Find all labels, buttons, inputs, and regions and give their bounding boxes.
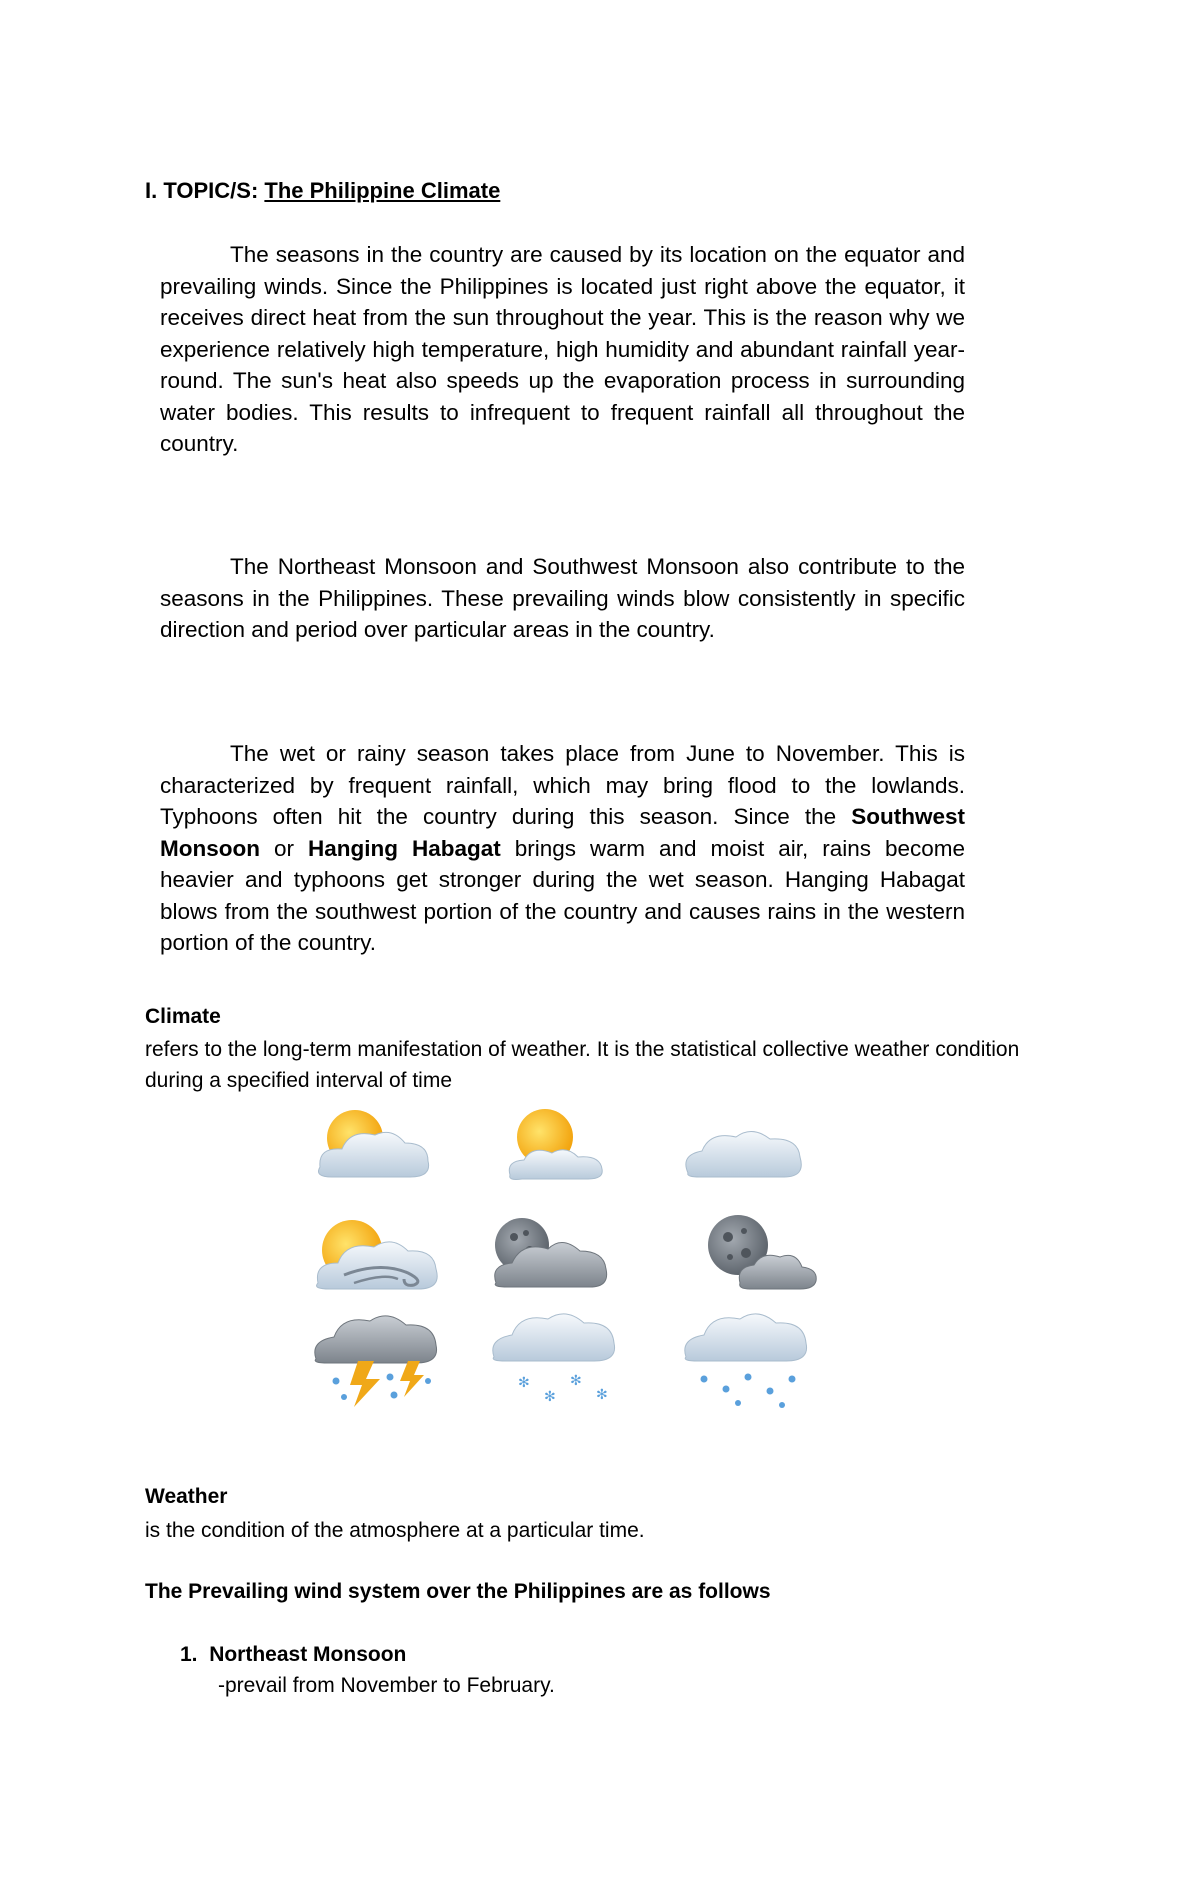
wind-system-heading: The Prevailing wind system over the Philippines are as follows (145, 1580, 771, 1603)
svg-text:✻: ✻ (518, 1375, 530, 1391)
southwest-monsoon-term: Southwest Monsoon (160, 804, 965, 861)
moon-cloud-small-icon (708, 1215, 816, 1289)
paragraph-wet-season: The wet or rainy season takes place from June to November. This is characterized by frequent rainfall, which may bring flood to the lowlands. Typhoons often hit the country during this season. Since the Southwest Monsoon or Hanging Habagat brings warm and moist air, rains become heavier and typhoons get stronger during the wet season. Hanging Habagat blows from the southwest portion of the country and causes rains in the western portion of the country. (160, 741, 966, 955)
weather-heading: Weather (145, 1485, 228, 1508)
snow-icon (493, 1314, 615, 1405)
climate-heading: Climate (145, 1005, 221, 1028)
list-title: Northeast Monsoon (209, 1643, 407, 1666)
list-item (180, 1643, 406, 1667)
sun-behind-cloud-icon (509, 1109, 602, 1180)
svg-text:✻: ✻ (596, 1387, 608, 1403)
sun-cloud-icon (319, 1110, 429, 1177)
paragraph-location: The seasons in the country are caused by its location on the equator and prevailing winds. Since the Philippines is located just right above the equator, it receives direct heat from the sun throughout the year. This is the reason why we experience relatively high temperature, high humidity and abundant rainfall year-round. The sun's heat also speeds up the evaporation process in surrounding water bodies. This results to infrequent to frequent rainfall all throughout the country. (160, 242, 965, 456)
paragraph-monsoons: The Northeast Monsoon and Southwest Monsoon also contribute to the seasons in the Philippines. These prevailing winds blow consistently in specific direction and period over particular areas in the country. (160, 554, 965, 642)
svg-text:✻: ✻ (570, 1373, 582, 1389)
list-number: 1. (180, 1643, 198, 1666)
thunderstorm-icon (315, 1316, 437, 1407)
rain-icon (685, 1314, 807, 1408)
weather-icons-grid (300, 1105, 880, 1415)
list-item-text: -prevail from November to February. (218, 1674, 555, 1697)
weather-definition: is the condition of the atmosphere at a particular time. (145, 1519, 645, 1542)
climate-definition: refers to the long-term manifestation of weather. It is the statistical collective weather condition during a specified interval of time (145, 1038, 1020, 1092)
cloud-icon (686, 1131, 801, 1177)
topic-title: The Philippine Climate (264, 178, 501, 203)
sun-wind-icon (317, 1220, 438, 1289)
hanging-habagat-term: Hanging Habagat (307, 835, 501, 861)
moon-cloud-icon (495, 1218, 607, 1287)
topic-heading (145, 178, 500, 204)
svg-text:✻: ✻ (544, 1389, 556, 1405)
topic-label: I. TOPIC/S: (145, 178, 265, 203)
